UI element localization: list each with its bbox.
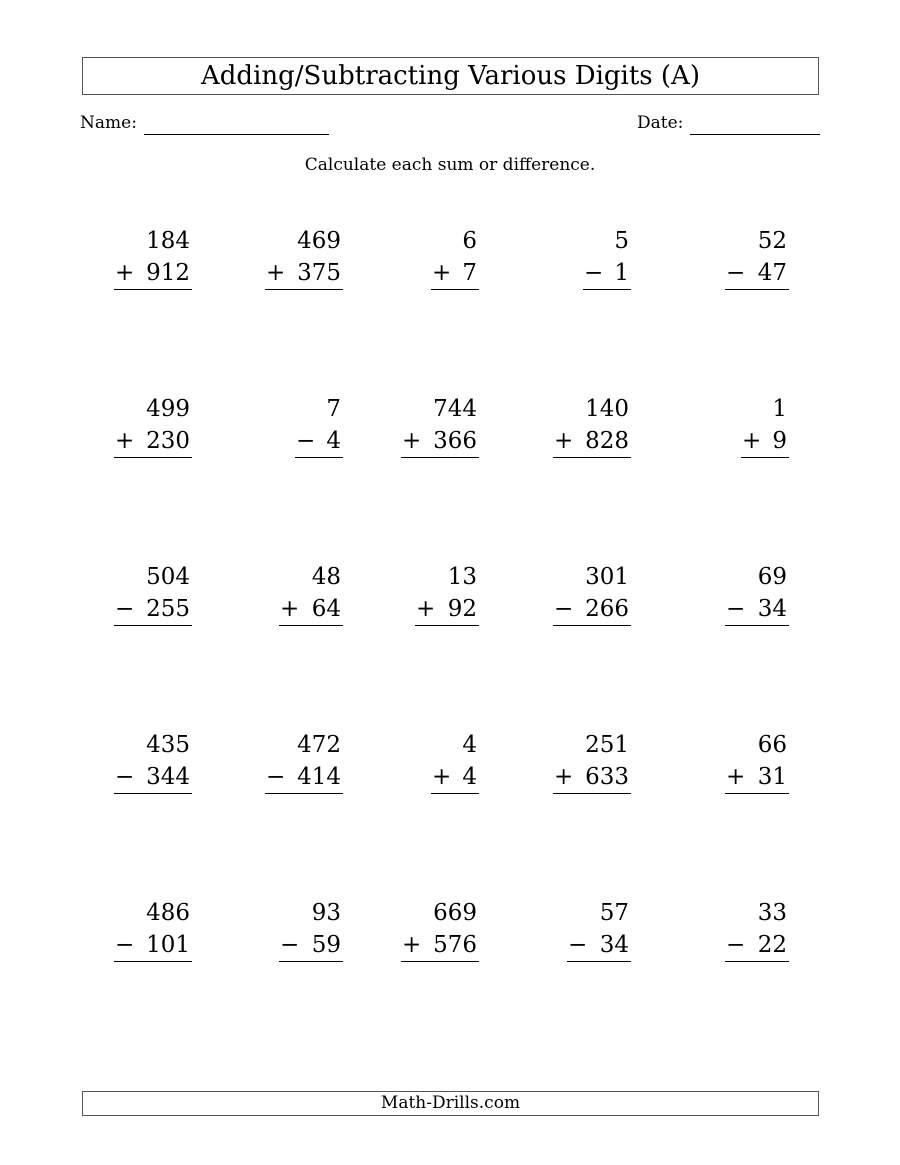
instructions: Calculate each sum or difference. bbox=[304, 155, 596, 175]
problem-1-2 bbox=[265, 225, 343, 290]
problem-top-number: 57 bbox=[599, 900, 629, 926]
problem-4-4 bbox=[553, 729, 631, 794]
problem-2-4 bbox=[553, 393, 631, 458]
problem-bottom-number: 1 bbox=[614, 260, 629, 286]
problem-bottom-row bbox=[114, 425, 192, 458]
problem-bottom-row bbox=[265, 761, 343, 794]
problem-operator: − bbox=[266, 764, 286, 790]
problem-bottom-row bbox=[265, 257, 343, 290]
problem-3-5 bbox=[725, 561, 789, 626]
problem-5-2 bbox=[279, 897, 343, 962]
problem-bottom-number: 366 bbox=[433, 428, 477, 454]
problem-top-number: 5 bbox=[614, 228, 629, 254]
problem-operator: − bbox=[584, 260, 604, 286]
problem-top-number: 301 bbox=[585, 564, 629, 590]
problem-bottom-row bbox=[415, 593, 479, 626]
problem-top-number: 69 bbox=[757, 564, 787, 590]
problem-bottom-number: 828 bbox=[585, 428, 629, 454]
problem-bottom-number: 47 bbox=[757, 260, 787, 286]
problem-operator: − bbox=[726, 260, 746, 286]
problem-operator: + bbox=[280, 596, 300, 622]
problem-bottom-row bbox=[279, 593, 343, 626]
problem-top-number: 13 bbox=[447, 564, 477, 590]
problem-operator: − bbox=[568, 932, 588, 958]
problem-top-number: 669 bbox=[433, 900, 477, 926]
worksheet-title: Adding/Subtracting Various Digits (A) bbox=[82, 57, 819, 95]
problem-bottom-row bbox=[567, 929, 631, 962]
problem-bottom-row bbox=[725, 593, 789, 626]
problem-bottom-number: 230 bbox=[146, 428, 190, 454]
problem-bottom-number: 31 bbox=[757, 764, 787, 790]
problem-bottom-row bbox=[553, 425, 631, 458]
date-line bbox=[690, 134, 820, 135]
problem-bottom-row bbox=[295, 425, 343, 458]
problem-operator: + bbox=[402, 932, 422, 958]
problem-top-number: 504 bbox=[146, 564, 190, 590]
problem-bottom-number: 64 bbox=[311, 596, 341, 622]
problem-top-number: 184 bbox=[146, 228, 190, 254]
problem-operator: + bbox=[742, 428, 762, 454]
problem-3-1 bbox=[114, 561, 192, 626]
problem-bottom-row bbox=[725, 257, 789, 290]
problem-operator: − bbox=[115, 596, 135, 622]
problem-operator: + bbox=[554, 428, 574, 454]
problem-operator: + bbox=[402, 428, 422, 454]
problem-bottom-number: 633 bbox=[585, 764, 629, 790]
problem-bottom-row bbox=[553, 593, 631, 626]
problem-top-number: 33 bbox=[757, 900, 787, 926]
problem-operator: − bbox=[554, 596, 574, 622]
problem-2-3 bbox=[401, 393, 479, 458]
problem-bottom-number: 4 bbox=[462, 764, 477, 790]
problem-bottom-number: 414 bbox=[297, 764, 341, 790]
problem-top-number: 744 bbox=[433, 396, 477, 422]
problem-bottom-number: 912 bbox=[146, 260, 190, 286]
problem-bottom-row bbox=[431, 257, 479, 290]
problem-top-number: 1 bbox=[772, 396, 787, 422]
problem-3-3 bbox=[415, 561, 479, 626]
problem-operator: − bbox=[726, 596, 746, 622]
problem-top-number: 7 bbox=[326, 396, 341, 422]
problem-5-4 bbox=[567, 897, 631, 962]
date-label: Date: bbox=[637, 113, 684, 133]
problem-bottom-number: 266 bbox=[585, 596, 629, 622]
problem-bottom-number: 22 bbox=[757, 932, 787, 958]
problem-bottom-number: 101 bbox=[146, 932, 190, 958]
problem-bottom-row bbox=[583, 257, 631, 290]
problem-operator: + bbox=[115, 260, 135, 286]
problem-bottom-number: 576 bbox=[433, 932, 477, 958]
problem-4-3 bbox=[431, 729, 479, 794]
problem-bottom-number: 34 bbox=[757, 596, 787, 622]
problem-top-number: 6 bbox=[462, 228, 477, 254]
problem-bottom-row bbox=[114, 761, 192, 794]
footer: Math-Drills.com bbox=[82, 1091, 819, 1116]
problem-operator: − bbox=[726, 932, 746, 958]
problem-top-number: 469 bbox=[297, 228, 341, 254]
problem-bottom-number: 4 bbox=[326, 428, 341, 454]
problem-operator: + bbox=[432, 764, 452, 790]
problem-1-1 bbox=[114, 225, 192, 290]
problem-5-5 bbox=[725, 897, 789, 962]
problem-bottom-number: 9 bbox=[772, 428, 787, 454]
problem-operator: − bbox=[296, 428, 316, 454]
problem-1-3 bbox=[431, 225, 479, 290]
problem-5-3 bbox=[401, 897, 479, 962]
problem-operator: + bbox=[554, 764, 574, 790]
problem-bottom-number: 344 bbox=[146, 764, 190, 790]
problem-operator: − bbox=[115, 764, 135, 790]
problem-4-5 bbox=[725, 729, 789, 794]
problem-bottom-row bbox=[725, 761, 789, 794]
problem-top-number: 251 bbox=[585, 732, 629, 758]
problem-2-1 bbox=[114, 393, 192, 458]
problem-top-number: 48 bbox=[311, 564, 341, 590]
problem-top-number: 140 bbox=[585, 396, 629, 422]
problem-operator: + bbox=[115, 428, 135, 454]
problem-5-1 bbox=[114, 897, 192, 962]
problem-1-5 bbox=[725, 225, 789, 290]
name-line bbox=[144, 134, 329, 135]
problem-operator: + bbox=[416, 596, 436, 622]
problem-operator: + bbox=[726, 764, 746, 790]
problem-3-4 bbox=[553, 561, 631, 626]
problem-operator: − bbox=[115, 932, 135, 958]
problem-4-1 bbox=[114, 729, 192, 794]
problem-1-4 bbox=[583, 225, 631, 290]
problem-bottom-number: 34 bbox=[599, 932, 629, 958]
problem-top-number: 52 bbox=[757, 228, 787, 254]
problem-2-2 bbox=[295, 393, 343, 458]
problem-bottom-row bbox=[431, 761, 479, 794]
problem-top-number: 486 bbox=[146, 900, 190, 926]
problem-4-2 bbox=[265, 729, 343, 794]
problem-operator: − bbox=[280, 932, 300, 958]
problem-bottom-row bbox=[279, 929, 343, 962]
name-label: Name: bbox=[80, 113, 137, 133]
problem-bottom-number: 7 bbox=[462, 260, 477, 286]
problem-bottom-number: 375 bbox=[297, 260, 341, 286]
problem-top-number: 93 bbox=[311, 900, 341, 926]
problem-2-5 bbox=[741, 393, 789, 458]
problem-bottom-number: 59 bbox=[311, 932, 341, 958]
problem-bottom-row bbox=[401, 425, 479, 458]
problem-operator: + bbox=[266, 260, 286, 286]
problem-top-number: 66 bbox=[757, 732, 787, 758]
problem-bottom-row bbox=[114, 929, 192, 962]
problem-top-number: 435 bbox=[146, 732, 190, 758]
problem-top-number: 472 bbox=[297, 732, 341, 758]
problem-top-number: 4 bbox=[462, 732, 477, 758]
problem-bottom-row bbox=[114, 593, 192, 626]
problem-top-number: 499 bbox=[146, 396, 190, 422]
problem-bottom-row bbox=[725, 929, 789, 962]
problem-bottom-number: 92 bbox=[447, 596, 477, 622]
problem-bottom-row bbox=[553, 761, 631, 794]
problem-operator: + bbox=[432, 260, 452, 286]
problem-bottom-row bbox=[401, 929, 479, 962]
problem-bottom-row bbox=[741, 425, 789, 458]
problem-bottom-number: 255 bbox=[146, 596, 190, 622]
problem-3-2 bbox=[279, 561, 343, 626]
problem-bottom-row bbox=[114, 257, 192, 290]
